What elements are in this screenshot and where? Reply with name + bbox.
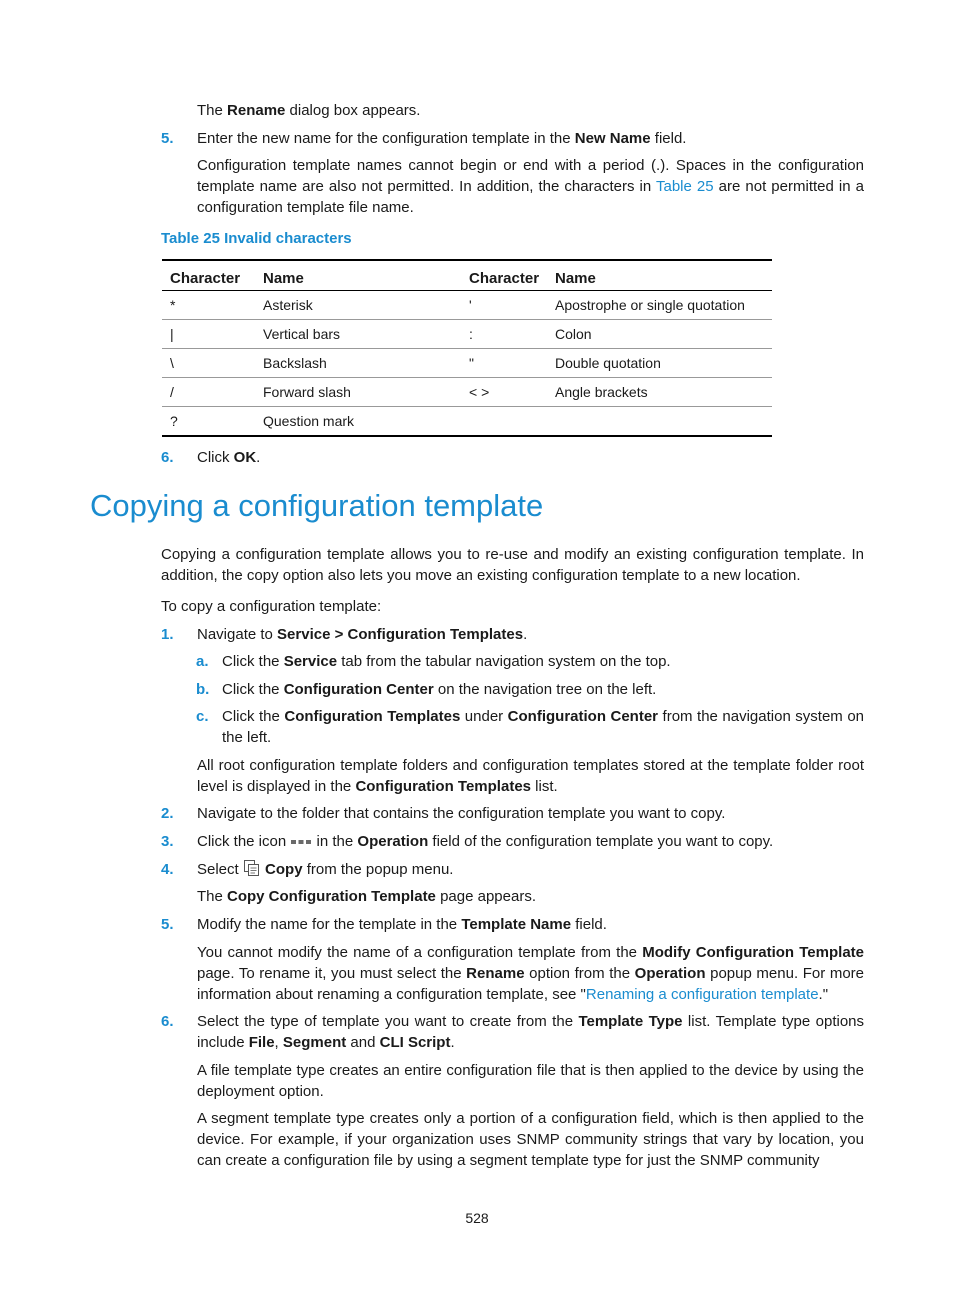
table-header-row xyxy=(162,260,772,291)
step-note: You cannot modify the name of a configuration template from the Modify Configuration Template page. To rename it, you must select the Rename option from the Operation popup menu. For more information about renaming a configuration template, see "Renaming a configuration template." xyxy=(197,944,864,1003)
table-cell: * xyxy=(162,291,255,320)
column-header: Name xyxy=(255,260,461,291)
table-cell: Asterisk xyxy=(255,291,461,320)
step-text: Select Copy from the popup menu. xyxy=(197,861,454,878)
table-cell: Vertical bars xyxy=(255,320,461,349)
table-row xyxy=(162,378,772,407)
table-cell: / xyxy=(162,378,255,407)
step-number: 1. xyxy=(161,626,174,643)
table-caption: Table 25 Invalid characters xyxy=(161,230,352,247)
section-lead: To copy a configuration template: xyxy=(161,598,382,615)
operation-dots-icon xyxy=(290,837,312,847)
naming-rule-note: Configuration template names cannot begin or end with a period (.). Spaces in the configuration template name are also not permitted. In addition, the characters in Table 25 are not permitted in a configuration template file name. xyxy=(197,157,864,216)
table-cell: Angle brackets xyxy=(547,378,772,407)
step-text: Click OK. xyxy=(197,449,261,466)
section-title: Copying a configuration template xyxy=(90,488,544,523)
step-number: 6. xyxy=(161,449,174,466)
step-text: Navigate to the folder that contains the configuration template you want to copy. xyxy=(197,805,726,822)
step-note: The Copy Configuration Template page appears. xyxy=(197,888,536,905)
table-cell: | xyxy=(162,320,255,349)
substep-letter: a. xyxy=(196,653,209,670)
substep-text: Click the Configuration Center on the navigation tree on the left. xyxy=(222,681,657,698)
table-cell: Forward slash xyxy=(255,378,461,407)
step-number: 2. xyxy=(161,805,174,822)
substep-text: Click the Service tab from the tabular navigation system on the top. xyxy=(222,653,671,670)
table-cell: Backslash xyxy=(255,349,461,378)
step-number: 5. xyxy=(161,916,174,933)
step-number: 5. xyxy=(161,130,174,147)
table-row xyxy=(162,349,772,378)
table-cell: " xyxy=(461,349,547,378)
step-note: A segment template type creates only a portion of a configuration field, which is then applied to the device. For example, if your organization uses SNMP community strings that vary by location, you can create a configuration file by using a segment template type for just the SNMP community xyxy=(197,1110,864,1169)
substep-letter: b. xyxy=(196,681,210,698)
step-text: Click the icon in the Operation field of the configuration template you want to copy. xyxy=(197,833,774,850)
table-row xyxy=(162,407,772,437)
table-cell: ? xyxy=(170,412,178,429)
table-cell xyxy=(547,407,772,437)
table-row xyxy=(162,320,772,349)
page-number: 528 xyxy=(465,1210,489,1226)
table-cell: Colon xyxy=(547,320,772,349)
copy-icon xyxy=(243,859,261,877)
step-text: Modify the name for the template in the Template Name field. xyxy=(197,916,607,933)
column-header: Character xyxy=(162,260,255,291)
table-cell: \ xyxy=(162,349,255,378)
table-cell: Apostrophe or single quotation xyxy=(547,291,772,320)
table-cell xyxy=(461,407,547,437)
table-25-link[interactable]: Table 25 xyxy=(655,178,714,195)
substep-letter: c. xyxy=(196,708,209,725)
step-number: 6. xyxy=(161,1013,174,1030)
step-note: All root configuration template folders and configuration templates stored at the template folder root level is displayed in the Configuration Templates list. xyxy=(197,757,864,795)
column-header: Name xyxy=(547,260,772,291)
invalid-characters-table xyxy=(162,259,772,437)
step-number: 4. xyxy=(161,861,174,878)
section-intro: Copying a configuration template allows you to re-use and modify an existing configuration template. In addition, the copy option also lets you move an existing configuration template to a new location. xyxy=(161,546,864,584)
rename-dialog-note: The Rename dialog box appears. xyxy=(197,102,421,119)
table-cell: Question mark xyxy=(263,412,355,429)
renaming-template-link[interactable]: Renaming a configuration template xyxy=(585,986,819,1003)
table-cell: < > xyxy=(461,378,547,407)
step-text: Navigate to Service > Configuration Templates. xyxy=(197,626,528,643)
table-cell: : xyxy=(461,320,547,349)
substep-text: Click the Configuration Templates under Configuration Center from the navigation system on the left. xyxy=(222,708,864,746)
step-number: 3. xyxy=(161,833,174,850)
table-cell: ' xyxy=(461,291,547,320)
column-header: Character xyxy=(461,260,547,291)
table-cell: Double quotation xyxy=(547,349,772,378)
step-text: Select the type of template you want to create from the Template Type list. Template type options include File, Segment and CLI Script. xyxy=(197,1013,864,1051)
step-text: Enter the new name for the configuration template in the New Name field. xyxy=(197,130,687,147)
step-note: A file template type creates an entire configuration file that is then applied to the device by using the deployment option. xyxy=(197,1062,864,1100)
table-row xyxy=(162,291,772,320)
